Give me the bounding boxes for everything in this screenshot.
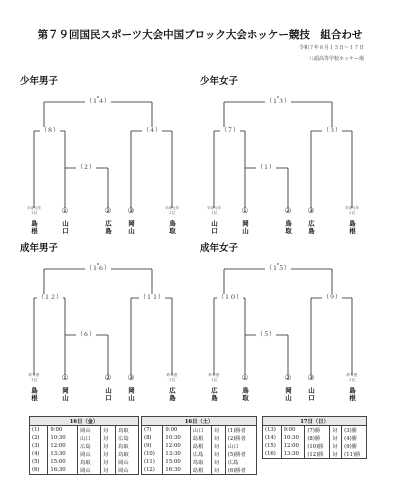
- match-number: (9): [142, 442, 163, 450]
- schedule-row: [142, 434, 257, 442]
- team-b: (9)勝: [342, 442, 367, 450]
- team-name: 岡山: [241, 220, 249, 235]
- team-b: (11)勝: [342, 450, 367, 459]
- schedule-row: [30, 466, 139, 475]
- team-b: 山口: [225, 442, 256, 450]
- game-number-final: （１５）: [265, 265, 291, 272]
- schedule-row: [30, 450, 139, 458]
- team-a: (7)勝: [305, 426, 330, 435]
- seed-note-right: 昨年度 ２位: [166, 373, 178, 382]
- seed-note-right: 平成元年 ２位: [344, 206, 360, 215]
- team-name: 島根: [348, 387, 356, 402]
- match-time: 13:30: [281, 450, 305, 459]
- team-name: 鳥取: [241, 387, 249, 402]
- schedule-table-day1: [29, 416, 139, 475]
- team-name: 島根: [30, 387, 38, 402]
- match-number: (8): [142, 434, 163, 442]
- game-number-first: （１）: [256, 164, 276, 171]
- event-date: 令和７年８月１５日～１７日: [298, 45, 364, 51]
- seed-note-left: 平成元年 １位: [26, 206, 42, 215]
- team-name: 広島: [210, 387, 218, 402]
- match-time: 9:00: [163, 426, 190, 435]
- schedule-row: [263, 450, 367, 459]
- game-number-semi-left: （１０）: [217, 294, 243, 301]
- slot-marker: ②: [284, 206, 292, 215]
- seed-note-left: 平成元年 １位: [206, 206, 222, 215]
- team-name: 岡山: [61, 387, 69, 402]
- team-a: (12)勝: [305, 450, 330, 459]
- team-a: (8)勝: [305, 434, 330, 442]
- match-time: 10:30: [48, 434, 78, 442]
- team-b: 岡山: [116, 458, 139, 466]
- team-name: 鳥取: [284, 220, 292, 235]
- slot-marker: ①: [61, 373, 69, 382]
- schedule-row: [30, 442, 139, 450]
- team-name: 島根: [30, 220, 38, 235]
- seed-note-right: 昨年度 ２位: [346, 373, 358, 382]
- versus: 対: [100, 434, 115, 442]
- slot-marker: ③: [127, 206, 135, 215]
- match-number: (15): [263, 442, 282, 450]
- schedule-row: [30, 426, 139, 435]
- team-a: 岡山: [78, 450, 101, 458]
- team-b: (6)勝者: [225, 466, 256, 475]
- game-number-semi-left: （７）: [220, 127, 240, 134]
- schedule-day-heading: 16日（土）: [142, 417, 257, 426]
- team-b: (4)勝: [342, 434, 367, 442]
- versus: 対: [330, 426, 342, 435]
- slot-marker: ②: [104, 206, 112, 215]
- game-number-semi-left: （８）: [40, 127, 60, 134]
- team-b: 鳥取: [116, 450, 139, 458]
- match-time: 10:30: [163, 434, 190, 442]
- match-time: 13:30: [163, 450, 190, 458]
- team-b: (3)勝: [342, 426, 367, 435]
- team-name: 広島: [104, 220, 112, 235]
- slot-marker: ①: [241, 373, 249, 382]
- match-time: 15:00: [48, 458, 78, 466]
- team-a: 山口: [190, 426, 211, 435]
- schedule-row: [263, 426, 367, 435]
- match-time: 12:00: [163, 442, 190, 450]
- versus: 対: [330, 450, 342, 459]
- game-number-semi-right: （１１）: [139, 294, 165, 301]
- schedule-row: [30, 434, 139, 442]
- match-number: (3): [30, 442, 48, 450]
- schedule-row: [30, 458, 139, 466]
- team-a: 山口: [78, 434, 101, 442]
- game-number-first: （６）: [76, 331, 96, 338]
- match-time: 10:30: [281, 434, 305, 442]
- team-name: 岡山: [127, 387, 135, 402]
- team-a: 島根: [190, 434, 211, 442]
- schedule-row: [263, 434, 367, 442]
- match-number: (4): [30, 450, 48, 458]
- game-number-first: （２）: [76, 164, 96, 171]
- team-name: 山口: [210, 220, 218, 235]
- bracket-title: 成年男子: [20, 243, 59, 254]
- team-name: 山口: [307, 387, 315, 402]
- team-a: 鳥取: [190, 458, 211, 466]
- team-a: 岡山: [78, 466, 101, 475]
- team-b: 広島: [116, 434, 139, 442]
- team-b: 岡山: [116, 466, 139, 475]
- schedule-table-day2: [141, 416, 257, 475]
- match-time: 15:00: [163, 458, 190, 466]
- match-number: (13): [263, 426, 282, 435]
- team-name: 山口: [104, 387, 112, 402]
- team-a: 島根: [190, 466, 211, 475]
- versus: 対: [211, 442, 225, 450]
- match-number: (1): [30, 426, 48, 435]
- match-number: (14): [263, 434, 282, 442]
- game-number-final: （１３）: [265, 98, 291, 105]
- slot-marker: ③: [307, 206, 315, 215]
- seed-note-left: 昨年度 １位: [208, 373, 220, 382]
- team-name: 島根: [348, 220, 356, 235]
- versus: 対: [211, 450, 225, 458]
- slot-marker: ①: [241, 206, 249, 215]
- bracket-title: 成年女子: [200, 243, 239, 254]
- game-number-semi-right: （９）: [322, 294, 342, 301]
- team-b: (1)勝者: [225, 426, 256, 435]
- schedule-row: [142, 466, 257, 475]
- schedule-row: [142, 442, 257, 450]
- match-number: (12): [142, 466, 163, 475]
- schedule-day-heading: 16日（金）: [30, 417, 139, 426]
- versus: 対: [100, 450, 115, 458]
- schedule-row: [263, 442, 367, 450]
- schedule-day-heading: 17日（日）: [263, 417, 367, 426]
- game-number-semi-left: （１２）: [37, 294, 63, 301]
- team-b: (2)勝者: [225, 434, 256, 442]
- match-number: (11): [142, 458, 163, 466]
- team-a: 鳥取: [78, 458, 101, 466]
- seed-note-left: 昨年度 １位: [28, 373, 40, 382]
- match-number: (6): [30, 466, 48, 475]
- slot-marker: ②: [284, 373, 292, 382]
- versus: 対: [100, 442, 115, 450]
- team-a: (10)勝: [305, 442, 330, 450]
- team-name: 岡山: [127, 220, 135, 235]
- schedule-row: [142, 426, 257, 435]
- game-number-final: （１６）: [85, 265, 111, 272]
- schedule-table-day3: [262, 416, 367, 459]
- match-number: (2): [30, 434, 48, 442]
- team-name: 山口: [61, 220, 69, 235]
- slot-marker: ②: [104, 373, 112, 382]
- bracket-title: 少年男子: [20, 76, 59, 87]
- team-a: 島根: [190, 442, 211, 450]
- team-name: 鳥取: [168, 220, 176, 235]
- team-name: 広島: [168, 387, 176, 402]
- team-b: (5)勝者: [225, 450, 256, 458]
- schedule-row: [142, 458, 257, 466]
- seed-note-right: 平成元年 ２位: [164, 206, 180, 215]
- match-time: 12:00: [48, 442, 78, 450]
- match-time: 12:00: [281, 442, 305, 450]
- slot-marker: ③: [127, 373, 135, 382]
- versus: 対: [100, 458, 115, 466]
- versus: 対: [211, 434, 225, 442]
- versus: 対: [330, 434, 342, 442]
- versus: 対: [330, 442, 342, 450]
- page-title: 第７９回国民スポーツ大会中国ブロック大会ホッケー競技 組合わせ: [37, 29, 363, 41]
- event-venue: 八頭高等学校ホッケー場: [308, 56, 364, 62]
- game-number-semi-right: （３）: [322, 127, 342, 134]
- team-name: 岡山: [284, 387, 292, 402]
- team-b: 鳥取: [116, 426, 139, 435]
- team-a: 広島: [78, 442, 101, 450]
- game-number-first: （５）: [256, 331, 276, 338]
- game-number-semi-right: （４）: [142, 127, 162, 134]
- match-time: 9:00: [48, 426, 78, 435]
- team-b: 鳥取: [116, 442, 139, 450]
- versus: 対: [211, 458, 225, 466]
- schedule-row: [142, 450, 257, 458]
- versus: 対: [100, 426, 115, 435]
- match-time: 9:00: [281, 426, 305, 435]
- slot-marker: ①: [61, 206, 69, 215]
- match-number: (7): [142, 426, 163, 435]
- match-time: 13:30: [48, 450, 78, 458]
- match-number: (10): [142, 450, 163, 458]
- match-time: 16:30: [48, 466, 78, 475]
- team-b: 広島: [225, 458, 256, 466]
- team-a: 広島: [190, 450, 211, 458]
- game-number-final: （１４）: [85, 98, 111, 105]
- match-time: 16:30: [163, 466, 190, 475]
- slot-marker: ③: [307, 373, 315, 382]
- team-a: 岡山: [78, 426, 101, 435]
- match-number: (5): [30, 458, 48, 466]
- match-number: (16): [263, 450, 282, 459]
- versus: 対: [100, 466, 115, 475]
- versus: 対: [211, 426, 225, 435]
- team-name: 広島: [307, 220, 315, 235]
- bracket-title: 少年女子: [200, 76, 239, 87]
- versus: 対: [211, 466, 225, 475]
